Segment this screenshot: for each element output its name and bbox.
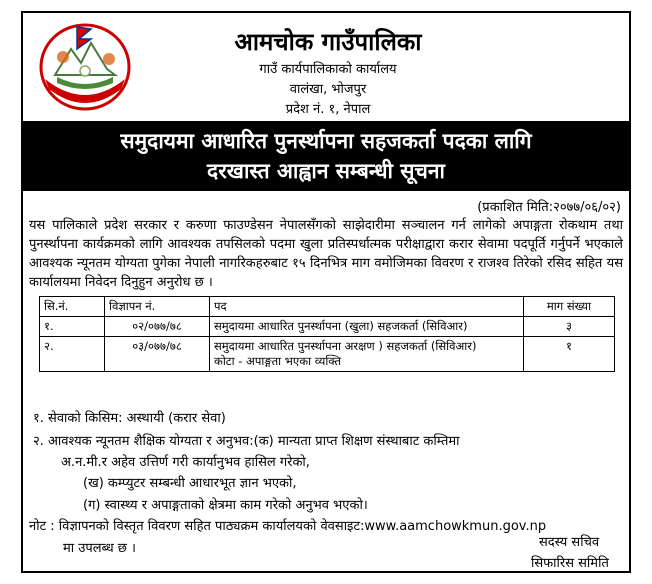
notice-title-line1: समुदायमा आधारित पुनर्स्थापना सहजकर्ता पदका लागि <box>120 129 532 153</box>
header-post: पद <box>210 297 524 317</box>
note-website-cont: मा उपलब्ध छ । <box>63 541 136 556</box>
nepal-emblem-logo <box>37 19 133 111</box>
signature-committee: सिफारिस समिति <box>531 556 609 571</box>
table-row <box>40 337 615 372</box>
header-ad-no: विज्ञापन नं. <box>105 297 210 317</box>
row-qty: ३ <box>524 317 615 337</box>
posts-table <box>39 296 615 372</box>
note-experience: (ग) स्वास्थ्य र अपाङ्गताको क्षेत्रमा काम गरेको अनुभव भएको। <box>83 498 368 513</box>
notice-title-line2: दरखास्त आह्वान सम्बन्धी सूचना <box>207 159 445 183</box>
notice-body: यस पालिकाले प्रदेश सरकार र करुणा फाउण्डेसन नेपालसँगको साझेदारीमा सञ्चालन गर्न लागेको अपाङ्गता रोकथाम तथा पुनर्स्थापना कार्यक्रमको लागि आवश्यक तपसिलको पदमा खुला प्रतिस्पर्धात्मक परीक्षाद्वारा करार सेवामा पदपूर्ति गर्नुपर्ने भएकाले आवश्यक न्यूनतम योग्यता पुगेका नेपाली नागरिकहरुबाट १५ दिनभित्र माग वमोजिमका विवरण र राजश्व तिरेको रसिद सहित यस कार्यालयमा निवेदन दिनुहुन अनुरोध छ । <box>29 218 623 290</box>
row-qty: १ <box>524 337 615 372</box>
header-qty: माग संख्या <box>524 297 615 317</box>
notice-title-banner <box>23 121 629 191</box>
row-ad-no: ०२/०७७/७८ <box>105 317 210 337</box>
note-computer: (ख) कम्प्युटर सम्बन्धी आधारभूत ज्ञान भएको, <box>83 476 297 491</box>
note-qualification-cont: अ.न.मी.र अहेव उत्तिर्ण गरी कार्यानुभव हासिल गरेको, <box>61 455 310 470</box>
signature-title: सदस्य सचिव <box>539 535 600 550</box>
row-post <box>210 337 524 372</box>
office-line2: गाउँ कार्यपालिकाको कार्यालय <box>259 62 397 77</box>
header-sn: सि.नं. <box>40 297 105 317</box>
row-post: समुदायमा आधारित पुनर्स्थापना (खुला) सहजकर्ता (सिविआर) <box>210 317 524 337</box>
note-website: नोट : विज्ञापनको विस्तृत विवरण सहित पाठ्यक्रम कार्यालयको वेवसाइट:www.aamchowkmun.gov.np <box>29 519 547 534</box>
table-header-row <box>40 297 615 317</box>
published-date: (प्रकाशित मिति:२०७७/०६/०२) <box>477 200 621 215</box>
office-line4: प्रदेश नं. १, नेपाल <box>285 102 371 117</box>
row-ad-no: ०३/०७७/७८ <box>105 337 210 372</box>
note-service-type: १. सेवाको किसिम: अस्थायी (करार सेवा) <box>33 411 226 426</box>
row-post-line1: समुदायमा आधारित पुनर्स्थापना अरक्षण ) सहजकर्ता (सिविआर) <box>214 339 477 353</box>
table-row <box>40 317 615 337</box>
notice-header <box>23 13 629 121</box>
notice-frame <box>21 11 631 573</box>
office-name: आमचोक गाउँपालिका <box>234 28 422 56</box>
row-sn: २. <box>40 337 105 372</box>
note-qualification: २. आवश्यक न्यूनतम शैक्षिक योग्यता र अनुभव:(क) मान्यता प्राप्त शिक्षण संस्थाबाट कम्तिमा <box>33 434 460 449</box>
row-sn: १. <box>40 317 105 337</box>
office-line3: वालंखा, भोजपुर <box>289 82 367 97</box>
row-post-line2: कोटा - अपाङ्गता भएका व्यक्ति <box>214 354 342 368</box>
